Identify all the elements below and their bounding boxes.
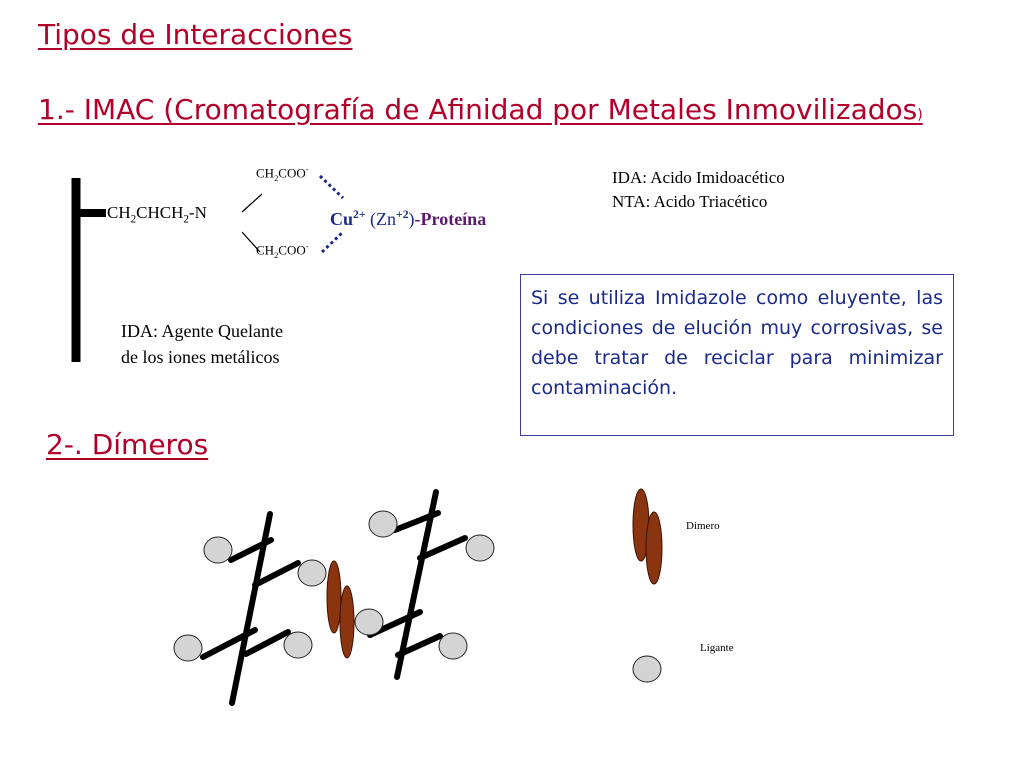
- coordination-bond-upper: [320, 176, 343, 198]
- metal-cu-charge: 2+: [353, 208, 366, 221]
- rod-left-arm-4: [246, 632, 288, 654]
- ligand-circle: [466, 535, 494, 561]
- definition-nta: NTA: Acido Triacético: [612, 192, 768, 211]
- backbone-part-a: CH: [107, 203, 131, 222]
- dimer-monomer: [340, 586, 354, 658]
- metal-zn-open: (Zn: [365, 209, 397, 229]
- bond-upper: [242, 194, 262, 212]
- backbone-part-b: CHCH: [136, 203, 184, 222]
- slide-title: Tipos de Interacciones: [38, 18, 353, 51]
- ch2coo-top-base: CH: [256, 165, 275, 181]
- section-imac-title-paren: ): [917, 107, 923, 123]
- legend-ligand-circle: [633, 656, 661, 682]
- ch2coo-bottom-base: CH: [256, 242, 275, 258]
- legend-dimer-monomer: [646, 512, 662, 584]
- section-imac-title-text: 1.- IMAC (Cromatografía de Afinidad por Metales Inmovilizados: [38, 93, 918, 126]
- legend-dimer-label: Dimero: [686, 520, 720, 532]
- label-backbone: [107, 203, 207, 225]
- ch2coo-top-rest: COO: [278, 165, 306, 181]
- caption-line-1: IDA: Agente Quelante: [121, 321, 283, 341]
- ligand-circle: [355, 609, 383, 635]
- backbone-part-c: -N: [188, 203, 207, 222]
- section-dimeros-title: 2-. Dímeros: [46, 428, 209, 461]
- metal-cu: Cu: [330, 209, 354, 229]
- definition-ida: IDA: Acido Imidoacético: [612, 168, 785, 187]
- imidazole-note-box: Si se utiliza Imidazole como eluyente, las condiciones de elución muy corrosivas, se debe tratar de reciclar para minimizar contaminación.: [520, 274, 954, 436]
- ligand-circle: [298, 560, 326, 586]
- legend-ligand-label: Ligante: [700, 642, 734, 654]
- label-metal-protein: [330, 208, 486, 230]
- definitions-block: [612, 166, 785, 214]
- ligand-circle: [284, 632, 312, 658]
- metal-zn-close: ): [408, 209, 415, 229]
- caption-ida-chelator: [121, 318, 283, 370]
- metal-zn-charge: +2: [396, 208, 409, 221]
- backbone-sub-1: 2: [130, 213, 137, 226]
- ligand-circle: [369, 511, 397, 537]
- label-ch2coo-top: [256, 164, 309, 183]
- ch2coo-bottom-sub: 2: [274, 249, 279, 260]
- ligand-circle: [204, 537, 232, 563]
- backbone-sub-2: 2: [183, 213, 189, 226]
- ligand-circle: [439, 633, 467, 659]
- ch2coo-bottom-sup: -: [305, 241, 309, 251]
- ch2coo-top-sub: 2: [274, 172, 279, 183]
- protein-label: -Proteína: [414, 209, 487, 229]
- caption-line-2: de los iones metálicos: [121, 347, 280, 367]
- coordination-bond-lower: [322, 232, 343, 252]
- label-ch2coo-bottom: [256, 241, 309, 260]
- ligand-circle: [174, 635, 202, 661]
- ch2coo-bottom-rest: COO: [278, 242, 306, 258]
- ch2coo-top-sup: -: [305, 164, 309, 174]
- dimer-monomer: [327, 561, 341, 633]
